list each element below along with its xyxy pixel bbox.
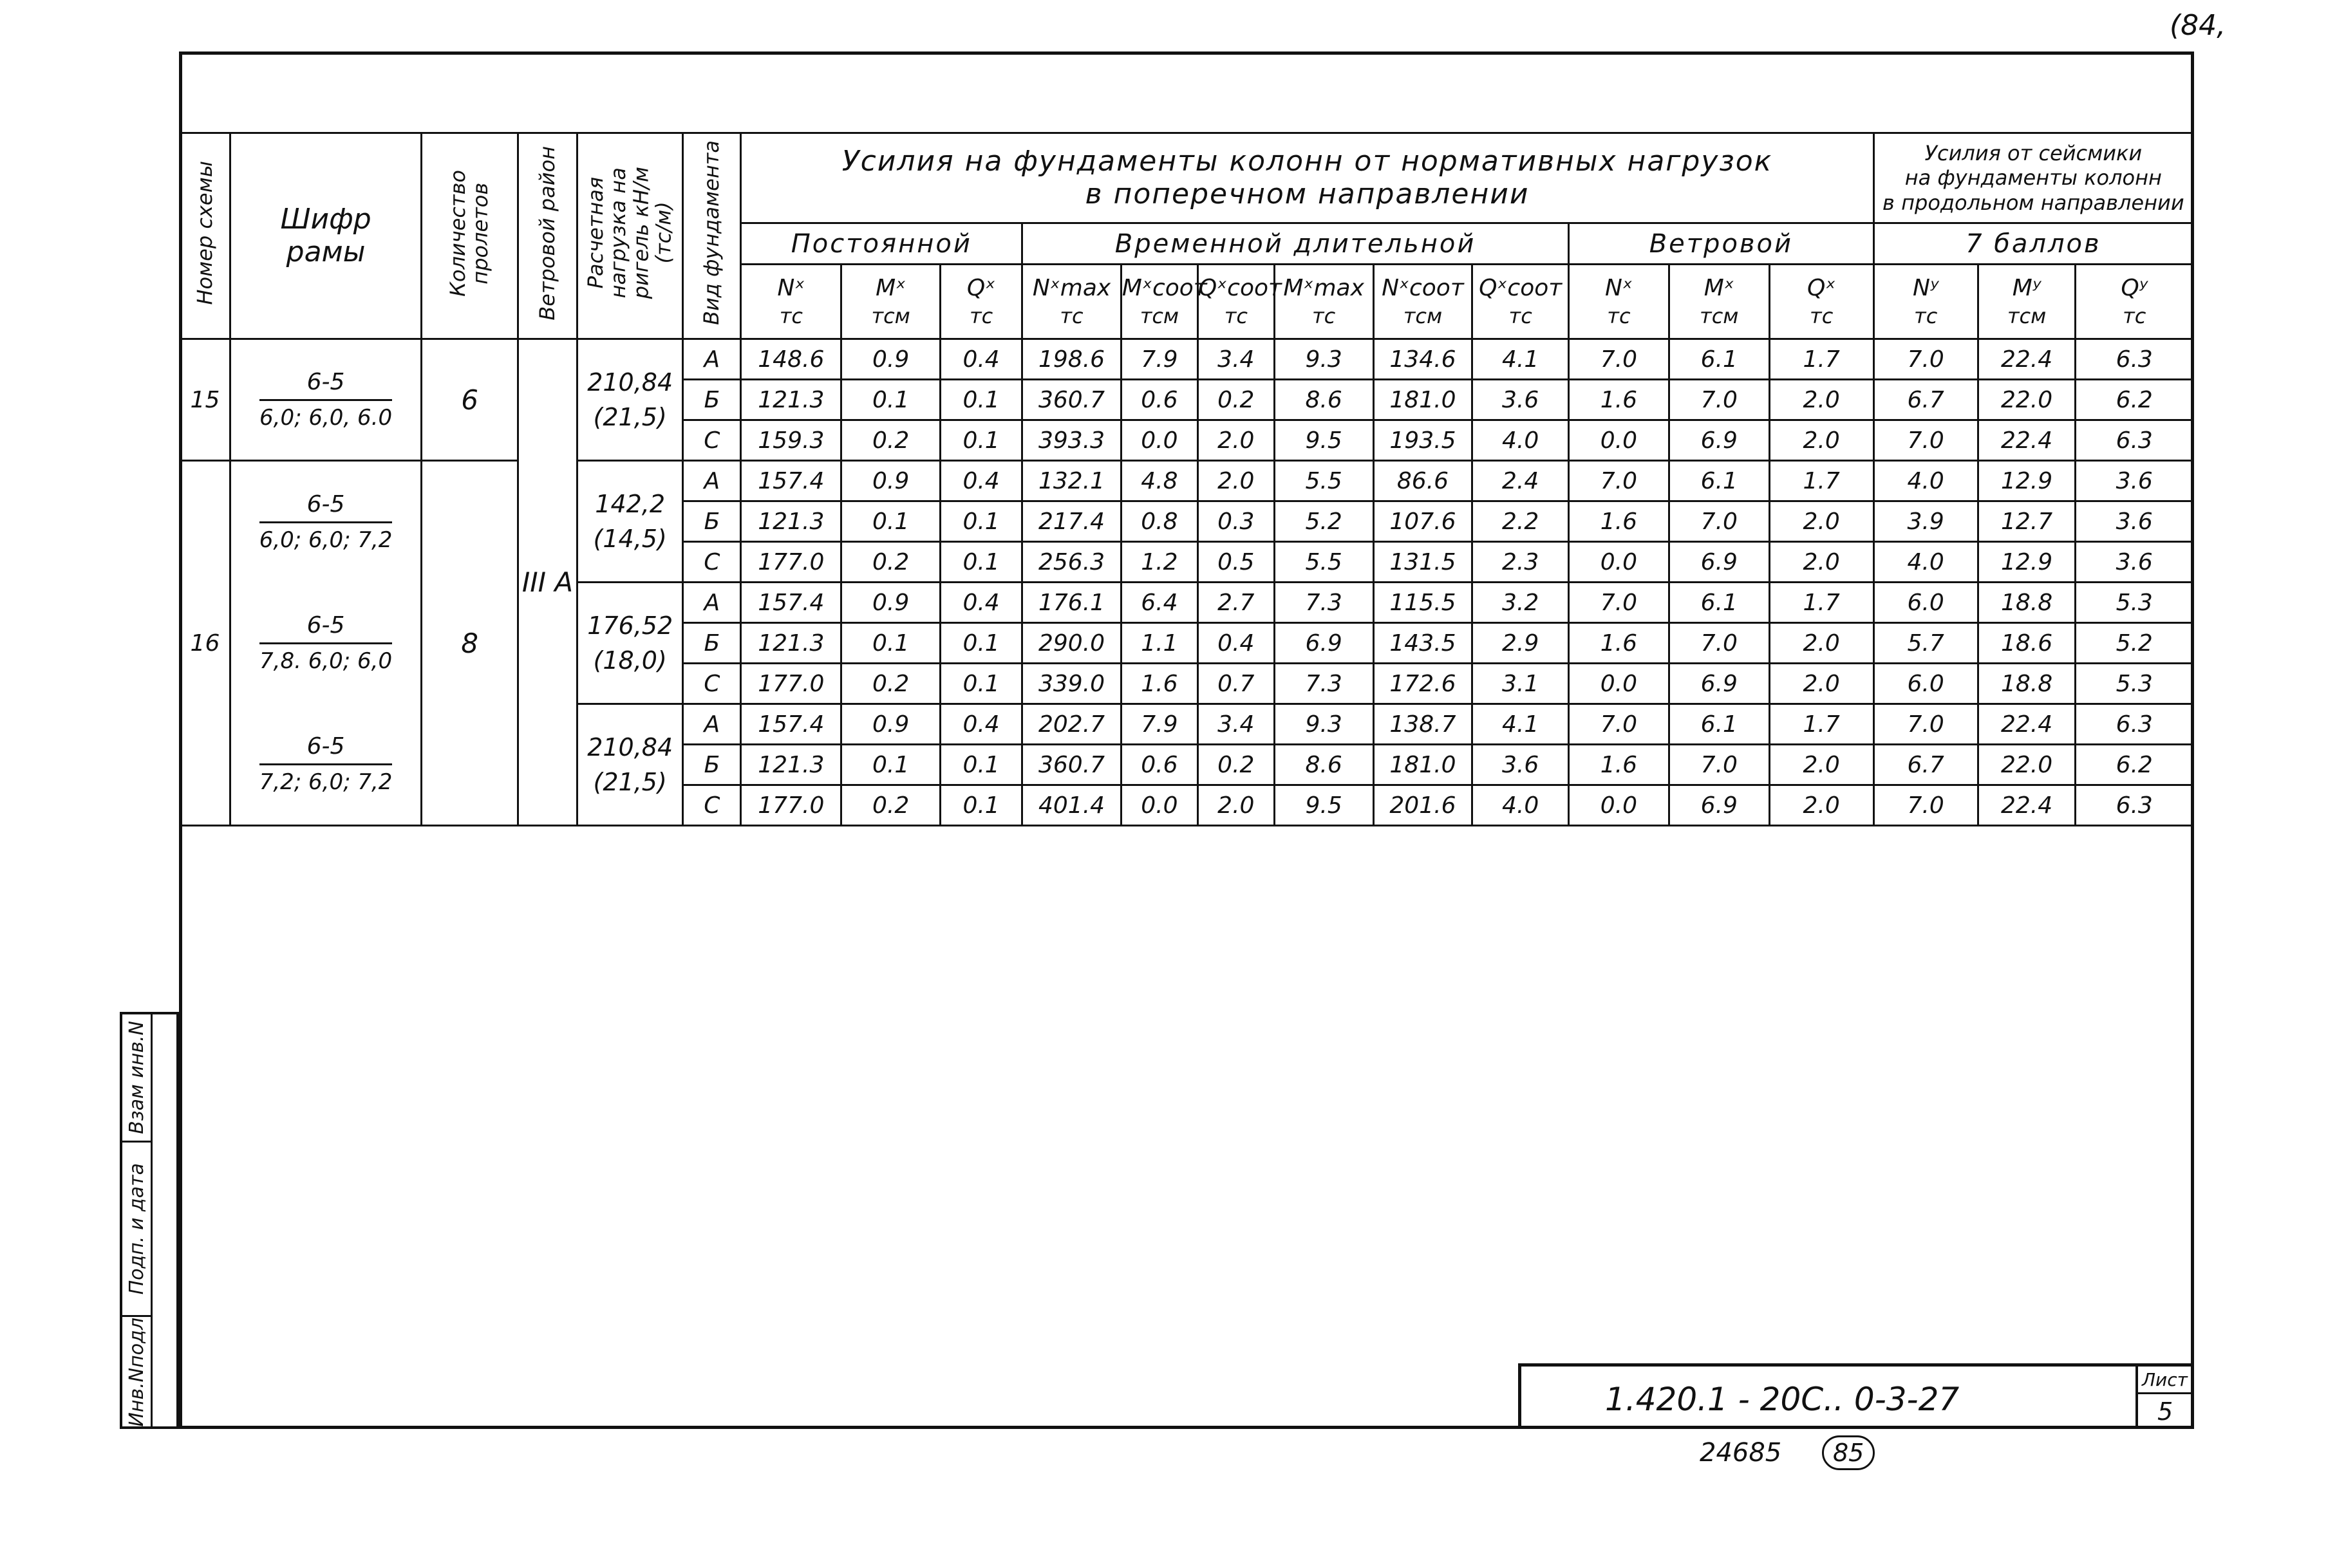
foundation-type: А xyxy=(683,583,741,623)
value-cell: 4.0 xyxy=(1873,542,1978,583)
value-cell: 143.5 xyxy=(1373,623,1472,664)
value-cell: 6.2 xyxy=(2076,745,2193,785)
subheader-3: Nˣmax тс xyxy=(1022,265,1122,339)
value-cell: 7.0 xyxy=(1569,339,1669,380)
value-cell: 202.7 xyxy=(1022,704,1122,745)
value-cell: 0.1 xyxy=(941,542,1022,583)
archive-number: 24685 xyxy=(1700,1438,1782,1468)
value-cell: 7.3 xyxy=(1274,583,1373,623)
value-cell: 7.0 xyxy=(1873,704,1978,745)
value-cell: 0.1 xyxy=(841,745,941,785)
value-cell: 201.6 xyxy=(1373,785,1472,826)
value-cell: 0.4 xyxy=(1197,623,1274,664)
value-cell: 0.0 xyxy=(1569,420,1669,461)
value-cell: 2.0 xyxy=(1197,785,1274,826)
value-cell: 1.6 xyxy=(1569,745,1669,785)
value-cell: 22.4 xyxy=(1978,339,2076,380)
value-cell: 2.7 xyxy=(1197,583,1274,623)
frame-code: $\frac{6-5}{6,0; 6,0; 7,2}$ xyxy=(230,461,421,583)
header-wind-region: Ветровой район xyxy=(518,133,577,339)
header-normative-loads: Усилия на фундаменты колонн от нормативных нагрузок в поперечном направлении xyxy=(741,133,1873,223)
frame-code: $\frac{6-5}{6,0; 6,0, 6.0}$ xyxy=(230,339,421,461)
strip-replace-inv: Взам инв.N xyxy=(122,1014,151,1143)
value-cell: 121.3 xyxy=(741,501,841,542)
foundation-type: Б xyxy=(683,501,741,542)
value-cell: 198.6 xyxy=(1022,339,1122,380)
scheme-number: 15 xyxy=(180,339,230,461)
value-cell: 115.5 xyxy=(1373,583,1472,623)
value-cell: 6.0 xyxy=(1873,583,1978,623)
scheme-number: 16 xyxy=(180,461,230,826)
value-cell: 2.4 xyxy=(1472,461,1569,501)
value-cell: 0.1 xyxy=(941,380,1022,420)
title-block xyxy=(1518,1363,2194,1429)
value-cell: 172.6 xyxy=(1373,664,1472,704)
value-cell: 0.0 xyxy=(1569,664,1669,704)
value-cell: 5.2 xyxy=(1274,501,1373,542)
value-cell: 5.3 xyxy=(2076,583,2193,623)
value-cell: 9.3 xyxy=(1274,339,1373,380)
subheader-7: Nˣсоот тсм xyxy=(1373,265,1472,339)
value-cell: 22.4 xyxy=(1978,785,2076,826)
value-cell: 7.9 xyxy=(1121,339,1197,380)
foundation-type: А xyxy=(683,339,741,380)
value-cell: 0.0 xyxy=(1569,542,1669,583)
wind-region: III А xyxy=(518,339,577,826)
value-cell: 6.0 xyxy=(1873,664,1978,704)
value-cell: 6.3 xyxy=(2076,339,2193,380)
document-code: 1.420.1 - 20С.. 0-3-27 xyxy=(1605,1381,1960,1418)
value-cell: 290.0 xyxy=(1022,623,1122,664)
corner-page-mark: (84, xyxy=(2170,9,2226,42)
value-cell: 4.0 xyxy=(1472,785,1569,826)
value-cell: 0.2 xyxy=(1197,745,1274,785)
value-cell: 6.2 xyxy=(2076,380,2193,420)
value-cell: 22.4 xyxy=(1978,420,2076,461)
table-row xyxy=(180,461,2193,501)
value-cell: 1.7 xyxy=(1769,339,1873,380)
foundation-type: С xyxy=(683,664,741,704)
header-spans-count: Количество пролетов xyxy=(422,133,518,339)
value-cell: 2.9 xyxy=(1472,623,1569,664)
value-cell: 4.1 xyxy=(1472,704,1569,745)
spans-count: 8 xyxy=(422,461,518,826)
value-cell: 3.6 xyxy=(2076,542,2193,583)
foundation-type: Б xyxy=(683,745,741,785)
value-cell: 0.5 xyxy=(1197,542,1274,583)
value-cell: 0.1 xyxy=(941,420,1022,461)
value-cell: 5.5 xyxy=(1274,461,1373,501)
frame-code: $\frac{6-5}{7,2; 6,0; 7,2}$ xyxy=(230,704,421,826)
value-cell: 121.3 xyxy=(741,745,841,785)
value-cell: 3.4 xyxy=(1197,339,1274,380)
design-load: 176,52 (18,0) xyxy=(577,583,683,704)
value-cell: 0.3 xyxy=(1197,501,1274,542)
subheader-14: Qʸ тс xyxy=(2076,265,2193,339)
value-cell: 4.0 xyxy=(1472,420,1569,461)
foundation-type: С xyxy=(683,542,741,583)
value-cell: 3.4 xyxy=(1197,704,1274,745)
value-cell: 3.6 xyxy=(2076,461,2193,501)
value-cell: 2.0 xyxy=(1769,501,1873,542)
value-cell: 3.6 xyxy=(2076,501,2193,542)
value-cell: 107.6 xyxy=(1373,501,1472,542)
foundation-type: Б xyxy=(683,623,741,664)
value-cell: 7.0 xyxy=(1669,501,1769,542)
value-cell: 2.0 xyxy=(1197,420,1274,461)
value-cell: 0.4 xyxy=(941,339,1022,380)
value-cell: 5.3 xyxy=(2076,664,2193,704)
value-cell: 1.2 xyxy=(1121,542,1197,583)
value-cell: 181.0 xyxy=(1373,380,1472,420)
value-cell: 1.6 xyxy=(1569,380,1669,420)
archive-page: 85 xyxy=(1822,1435,1875,1470)
value-cell: 1.7 xyxy=(1769,583,1873,623)
value-cell: 6.1 xyxy=(1669,339,1769,380)
value-cell: 6.7 xyxy=(1873,745,1978,785)
sheet-box xyxy=(2135,1367,2191,1426)
value-cell: 18.8 xyxy=(1978,583,2076,623)
strip-original-inv: Инв.Nподл xyxy=(125,1318,148,1427)
value-cell: 6.9 xyxy=(1669,664,1769,704)
value-cell: 7.0 xyxy=(1669,745,1769,785)
value-cell: 6.3 xyxy=(2076,785,2193,826)
value-cell: 7.0 xyxy=(1873,785,1978,826)
value-cell: 181.0 xyxy=(1373,745,1472,785)
value-cell: 3.6 xyxy=(1472,745,1569,785)
value-cell: 0.9 xyxy=(841,583,941,623)
value-cell: 176.1 xyxy=(1022,583,1122,623)
header-group-wind: Ветровой xyxy=(1569,223,1874,265)
foundation-type: Б xyxy=(683,380,741,420)
value-cell: 5.5 xyxy=(1274,542,1373,583)
value-cell: 9.5 xyxy=(1274,420,1373,461)
value-cell: 0.2 xyxy=(1197,380,1274,420)
value-cell: 1.6 xyxy=(1569,501,1669,542)
value-cell: 2.0 xyxy=(1769,745,1873,785)
value-cell: 7.0 xyxy=(1569,704,1669,745)
design-load: 210,84 (21,5) xyxy=(577,339,683,461)
value-cell: 7.0 xyxy=(1669,380,1769,420)
value-cell: 4.8 xyxy=(1121,461,1197,501)
value-cell: 0.1 xyxy=(941,664,1022,704)
value-cell: 7.3 xyxy=(1274,664,1373,704)
subheader-13: Mʸ тсм xyxy=(1978,265,2076,339)
value-cell: 177.0 xyxy=(741,664,841,704)
design-load: 142,2 (14,5) xyxy=(577,461,683,583)
header-scheme-number: Номер схемы xyxy=(180,133,230,339)
value-cell: 134.6 xyxy=(1373,339,1472,380)
value-cell: 6.1 xyxy=(1669,704,1769,745)
value-cell: 4.1 xyxy=(1472,339,1569,380)
value-cell: 2.0 xyxy=(1769,785,1873,826)
subheader-9: Nˣ тс xyxy=(1569,265,1669,339)
value-cell: 7.0 xyxy=(1873,420,1978,461)
value-cell: 0.2 xyxy=(841,664,941,704)
subheader-8: Qˣсоот тс xyxy=(1472,265,1569,339)
value-cell: 6.9 xyxy=(1669,420,1769,461)
value-cell: 0.2 xyxy=(841,785,941,826)
value-cell: 2.0 xyxy=(1197,461,1274,501)
header-foundation-type: Вид фундамента xyxy=(683,133,741,339)
value-cell: 0.1 xyxy=(841,501,941,542)
foundation-type: С xyxy=(683,785,741,826)
value-cell: 157.4 xyxy=(741,704,841,745)
value-cell: 0.0 xyxy=(1121,420,1197,461)
value-cell: 0.6 xyxy=(1121,380,1197,420)
value-cell: 401.4 xyxy=(1022,785,1122,826)
sheet-label: Лист xyxy=(2142,1369,2188,1390)
value-cell: 339.0 xyxy=(1022,664,1122,704)
subheader-11: Qˣ тс xyxy=(1769,265,1873,339)
value-cell: 1.7 xyxy=(1769,704,1873,745)
value-cell: 6.1 xyxy=(1669,583,1769,623)
value-cell: 7.9 xyxy=(1121,704,1197,745)
sheet-number: 5 xyxy=(2157,1397,2173,1426)
value-cell: 0.6 xyxy=(1121,745,1197,785)
value-cell: 159.3 xyxy=(741,420,841,461)
value-cell: 138.7 xyxy=(1373,704,1472,745)
value-cell: 3.1 xyxy=(1472,664,1569,704)
value-cell: 6.7 xyxy=(1873,380,1978,420)
value-cell: 1.1 xyxy=(1121,623,1197,664)
header-seismic-forces: Усилия от сейсмики на фундаменты колонн в продольном направлении xyxy=(1873,133,2193,223)
foundation-type: С xyxy=(683,420,741,461)
value-cell: 0.4 xyxy=(941,704,1022,745)
value-cell: 5.2 xyxy=(2076,623,2193,664)
approval-side-strip xyxy=(120,1012,179,1429)
value-cell: 0.1 xyxy=(941,785,1022,826)
value-cell: 157.4 xyxy=(741,461,841,501)
value-cell: 9.5 xyxy=(1274,785,1373,826)
value-cell: 0.2 xyxy=(841,542,941,583)
value-cell: 1.7 xyxy=(1769,461,1873,501)
value-cell: 0.9 xyxy=(841,461,941,501)
subheader-12: Nʸ тс xyxy=(1873,265,1978,339)
value-cell: 8.6 xyxy=(1274,745,1373,785)
value-cell: 0.0 xyxy=(1569,785,1669,826)
value-cell: 360.7 xyxy=(1022,745,1122,785)
value-cell: 0.2 xyxy=(841,420,941,461)
value-cell: 5.7 xyxy=(1873,623,1978,664)
header-group-seismic: 7 баллов xyxy=(1873,223,2193,265)
value-cell: 0.1 xyxy=(941,623,1022,664)
value-cell: 6.9 xyxy=(1669,785,1769,826)
value-cell: 0.9 xyxy=(841,339,941,380)
value-cell: 12.9 xyxy=(1978,542,2076,583)
value-cell: 0.0 xyxy=(1121,785,1197,826)
value-cell: 7.0 xyxy=(1873,339,1978,380)
value-cell: 157.4 xyxy=(741,583,841,623)
header-frame-code: Шифр рамы xyxy=(230,133,421,339)
value-cell: 256.3 xyxy=(1022,542,1122,583)
value-cell: 360.7 xyxy=(1022,380,1122,420)
value-cell: 0.8 xyxy=(1121,501,1197,542)
value-cell: 6.9 xyxy=(1669,542,1769,583)
value-cell: 8.6 xyxy=(1274,380,1373,420)
subheader-1: Mˣ тсм xyxy=(841,265,941,339)
value-cell: 18.6 xyxy=(1978,623,2076,664)
header-design-load: Расчетная нагрузка на ригель кН/м (тс/м) xyxy=(577,133,683,339)
header-group-constant: Постоянной xyxy=(741,223,1022,265)
value-cell: 177.0 xyxy=(741,785,841,826)
foundation-type: А xyxy=(683,461,741,501)
value-cell: 131.5 xyxy=(1373,542,1472,583)
value-cell: 121.3 xyxy=(741,380,841,420)
value-cell: 2.0 xyxy=(1769,380,1873,420)
value-cell: 6.9 xyxy=(1274,623,1373,664)
frame-code: $\frac{6-5}{7,8. 6,0; 6,0}$ xyxy=(230,583,421,704)
value-cell: 0.4 xyxy=(941,461,1022,501)
value-cell: 9.3 xyxy=(1274,704,1373,745)
value-cell: 1.6 xyxy=(1569,623,1669,664)
foundation-type: А xyxy=(683,704,741,745)
value-cell: 4.0 xyxy=(1873,461,1978,501)
value-cell: 7.0 xyxy=(1569,583,1669,623)
value-cell: 2.0 xyxy=(1769,664,1873,704)
strip-signature-date: Подп. и дата xyxy=(122,1143,151,1317)
value-cell: 0.7 xyxy=(1197,664,1274,704)
value-cell: 2.3 xyxy=(1472,542,1569,583)
value-cell: 0.1 xyxy=(841,623,941,664)
table-row xyxy=(180,339,2193,380)
value-cell: 2.0 xyxy=(1769,420,1873,461)
value-cell: 0.1 xyxy=(841,380,941,420)
value-cell: 2.2 xyxy=(1472,501,1569,542)
foundation-forces-table xyxy=(179,132,2194,826)
value-cell: 0.1 xyxy=(941,501,1022,542)
subheader-2: Qˣ тс xyxy=(941,265,1022,339)
sheet-divider xyxy=(2138,1392,2191,1394)
value-cell: 393.3 xyxy=(1022,420,1122,461)
value-cell: 132.1 xyxy=(1022,461,1122,501)
value-cell: 3.2 xyxy=(1472,583,1569,623)
value-cell: 1.6 xyxy=(1121,664,1197,704)
value-cell: 3.9 xyxy=(1873,501,1978,542)
value-cell: 22.0 xyxy=(1978,380,2076,420)
value-cell: 6.3 xyxy=(2076,704,2193,745)
value-cell: 22.0 xyxy=(1978,745,2076,785)
value-cell: 6.1 xyxy=(1669,461,1769,501)
spans-count: 6 xyxy=(422,339,518,461)
value-cell: 7.0 xyxy=(1569,461,1669,501)
value-cell: 3.6 xyxy=(1472,380,1569,420)
value-cell: 2.0 xyxy=(1769,623,1873,664)
value-cell: 217.4 xyxy=(1022,501,1122,542)
value-cell: 148.6 xyxy=(741,339,841,380)
value-cell: 2.0 xyxy=(1769,542,1873,583)
subheader-0: Nˣ тс xyxy=(741,265,841,339)
value-cell: 177.0 xyxy=(741,542,841,583)
value-cell: 18.8 xyxy=(1978,664,2076,704)
value-cell: 0.9 xyxy=(841,704,941,745)
value-cell: 6.4 xyxy=(1121,583,1197,623)
design-load: 210,84 (21,5) xyxy=(577,704,683,826)
value-cell: 22.4 xyxy=(1978,704,2076,745)
value-cell: 12.7 xyxy=(1978,501,2076,542)
subheader-5: Qˣсоот тс xyxy=(1197,265,1274,339)
subheader-6: Mˣmax тс xyxy=(1274,265,1373,339)
header-group-temporary: Временной длительной xyxy=(1022,223,1569,265)
value-cell: 0.4 xyxy=(941,583,1022,623)
value-cell: 6.3 xyxy=(2076,420,2193,461)
subheader-10: Mˣ тсм xyxy=(1669,265,1769,339)
value-cell: 121.3 xyxy=(741,623,841,664)
subheader-4: Mˣсоот тсм xyxy=(1121,265,1197,339)
strip-divider xyxy=(151,1014,153,1426)
value-cell: 86.6 xyxy=(1373,461,1472,501)
value-cell: 193.5 xyxy=(1373,420,1472,461)
value-cell: 7.0 xyxy=(1669,623,1769,664)
value-cell: 0.1 xyxy=(941,745,1022,785)
value-cell: 12.9 xyxy=(1978,461,2076,501)
